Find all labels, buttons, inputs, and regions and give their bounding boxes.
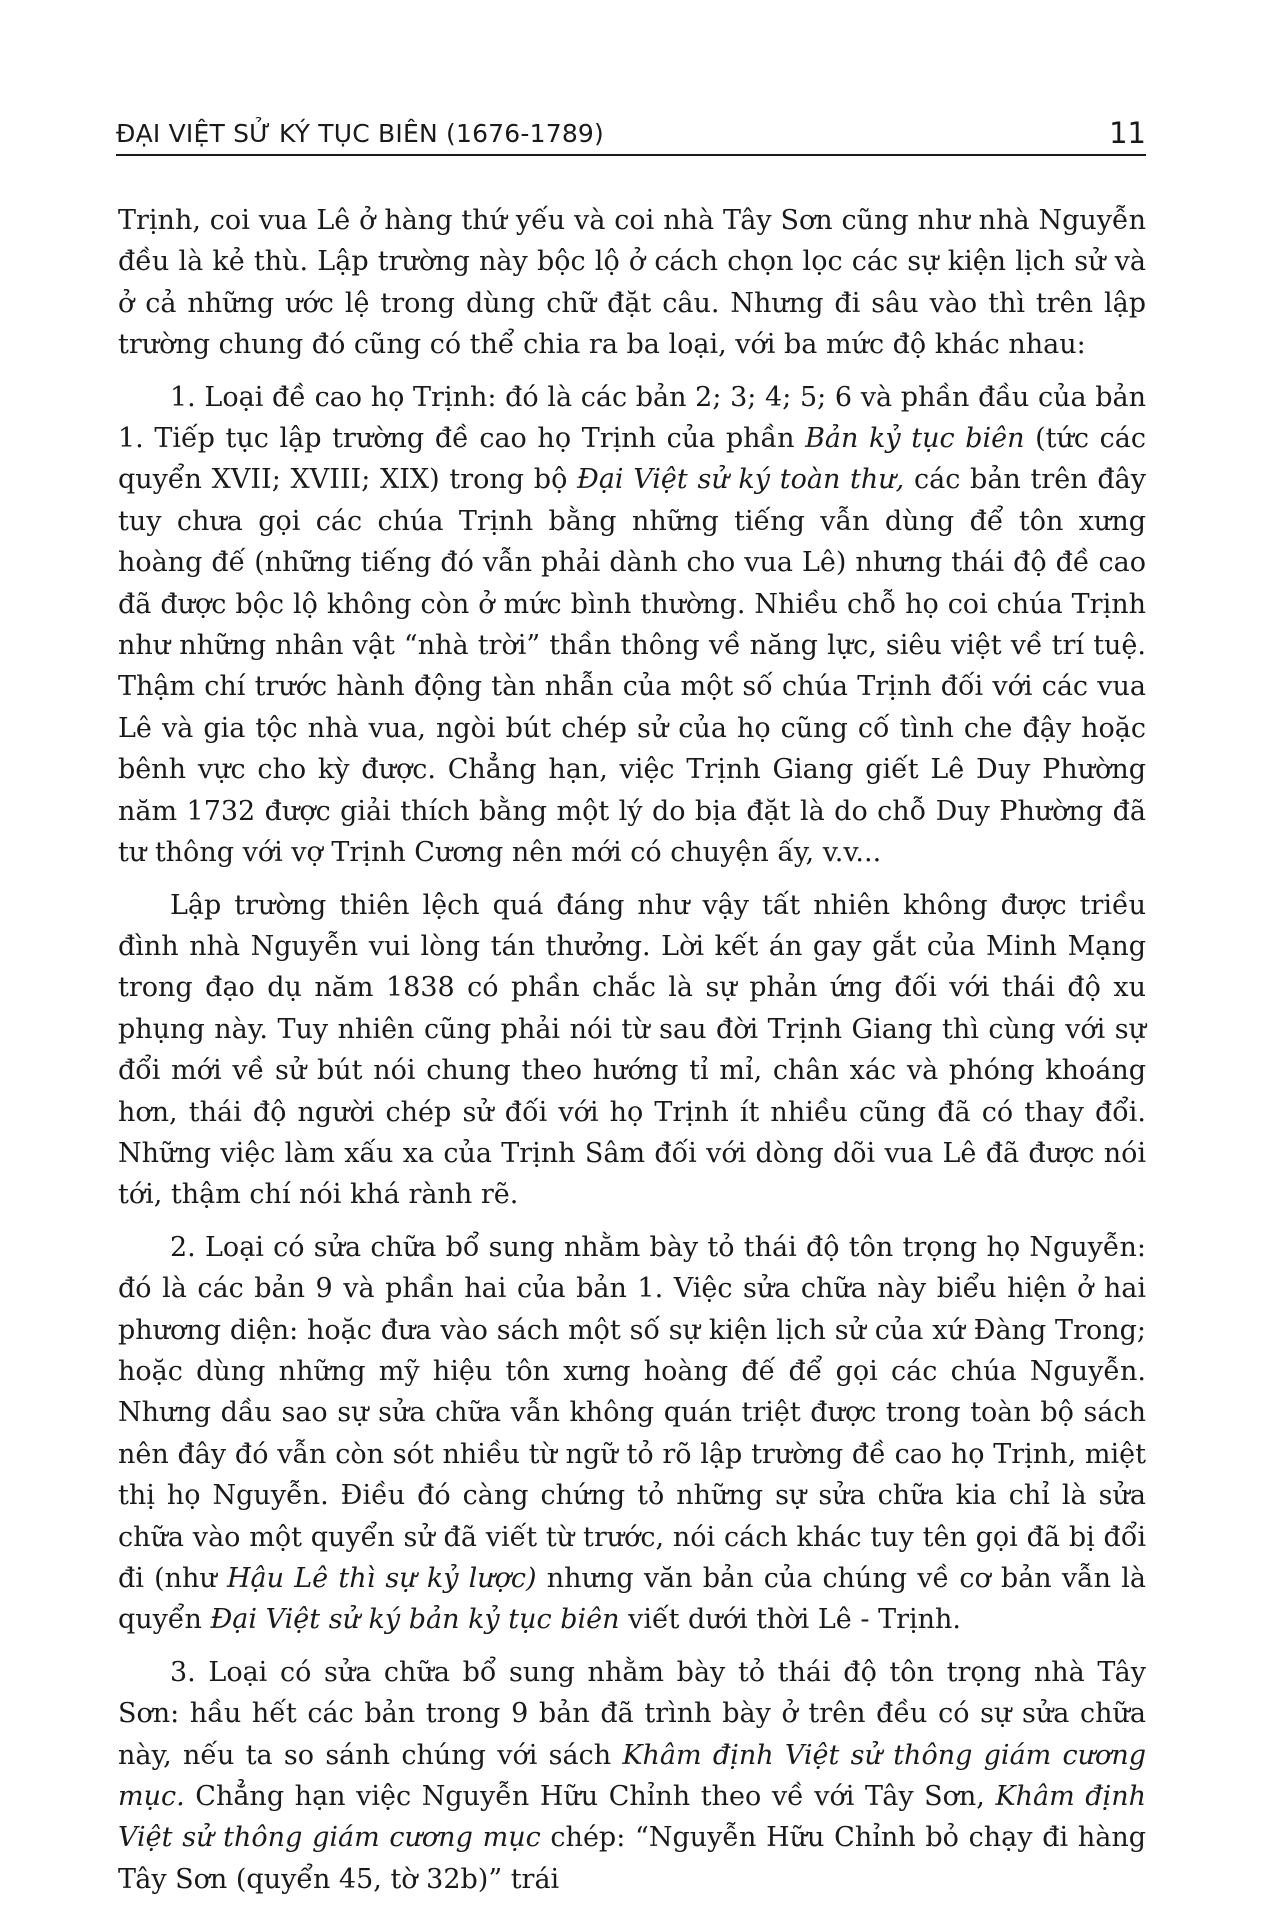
italic-title-text: Khâm định Việt sử thông giám cương mục	[118, 1781, 1147, 1854]
italic-title-text: Đại Việt sử ký bản kỷ tục biên	[210, 1604, 620, 1636]
text-run: nhưng văn bản của chúng về cơ bản vẫn là quyển	[118, 1563, 1146, 1636]
italic-title-text: Hậu Lê thì sự kỷ lược)	[227, 1563, 537, 1594]
text-run: chép: “Nguyễn Hữu Chỉnh bỏ chạy đi hàng Tây Sơn (quyển 45, tờ 32b)” trái	[118, 1822, 1146, 1895]
paragraph-2	[118, 377, 1146, 874]
body-text	[118, 200, 1146, 1911]
text-run: 1. Loại đề cao họ Trịnh: đó là các bản 2; 3; 4; 5; 6 và phần đầu của bản 1. Tiếp tục lập trường đề cao họ Trịnh của phần	[118, 381, 1146, 455]
text-run: 2. Loại có sửa chữa bổ sung nhằm bày tỏ thái độ tôn trọng họ Nguyễn: đó là các bản 9 và phần hai của bản 1. Việc sửa chữa này biểu hiện ở hai phương diện: hoặc đưa vào sách một số sự kiện lịch sử của xứ Đàng Trong; hoặc dùng những mỹ hiệu tôn xưng hoàng đế để gọi các chúa Nguyễn. Nhưng dầu sao sự sửa chữa vẫn không quán triệt được trong toàn bộ sách nên đây đó vẫn còn sót nhiều từ ngữ tỏ rõ lập trường đề cao họ Trịnh, miệt thị họ Nguyễn. Điều đó càng chứng tỏ những sự sửa chữa kia chỉ là sửa chữa vào một quyển sử đã viết từ trước, nói cách khác tuy tên gọi đã bị đổi đi (như	[118, 1231, 1146, 1594]
running-header	[116, 108, 1146, 156]
text-run: các bản trên đây tuy chưa gọi các chúa Trịnh bằng những tiếng vẫn dùng để tôn xưng hoàng đế (những tiếng đó vẫn phải dành cho vua Lê) nhưng thái độ đề cao đã được bộc lộ không còn ở mức bình thường. Nhiều chỗ họ coi chúa Trịnh như những nhân vật “nhà trời” thần thông về năng lực, siêu việt về trí tuệ. Thậm chí trước hành động tàn nhẫn của một số chúa Trịnh đối với các vua Lê và gia tộc nhà vua, ngòi bút chép sử của họ cũng cố tình che đậy hoặc bênh vực cho kỳ được. Chẳng hạn, việc Trịnh Giang giết Lê Duy Phường năm 1732 được giải thích bằng một lý do bịa đặt là do chỗ Duy Phường đã tư thông với vợ Trịnh Cương nên mới có chuyện ấy, v.v...	[118, 464, 1147, 869]
paragraph-4	[118, 1227, 1146, 1641]
header-title: ĐẠI VIỆT SỬ KÝ TỤC BIÊN (1676-1789)	[116, 119, 604, 148]
italic-title-text: Khâm định Việt sử thông giám cương mục.	[118, 1739, 1146, 1813]
page-number: 11	[1109, 116, 1146, 150]
text-run: Trịnh, coi vua Lê ở hàng thứ yếu và coi nhà Tây Sơn cũng như nhà Nguyễn đều là kẻ thù. Lập trường này bộc lộ ở cách chọn lọc các sự kiện lịch sử và ở cả những ước lệ trong dùng chữ đặt câu. Nhưng đi sâu vào thì trên lập trường chung đó cũng có thể chia ra ba loại, với ba mức độ khác nhau:	[118, 205, 1146, 361]
italic-title-text: Đại Việt sử ký toàn thư,	[577, 464, 905, 496]
paragraph-3	[118, 885, 1146, 1216]
italic-title-text: Bản kỷ tục biên	[805, 423, 1025, 455]
text-run: Lập trường thiên lệch quá đáng như vậy tất nhiên không được triều đình nhà Nguyễn vui lòng tán thưởng. Lời kết án gay gắt của Minh Mạng trong đạo dụ năm 1838 có phần chắc là sự phản ứng đối với thái độ xu phụng này. Tuy nhiên cũng phải nói từ sau đời Trịnh Giang thì cùng với sự đổi mới về sử bút nói chung theo hướng tỉ mỉ, chân xác và phóng khoáng hơn, thái độ người chép sử đối với họ Trịnh ít nhiều cũng đã có thay đổi. Những việc làm xấu xa của Trịnh Sâm đối với dòng dõi vua Lê đã được nói tới, thậm chí nói khá rành rẽ.	[118, 889, 1146, 1211]
text-run: 3. Loại có sửa chữa bổ sung nhằm bày tỏ thái độ tôn trọng nhà Tây Sơn: hầu hết các bản trong 9 bản đã trình bày ở trên đều có sự sửa chữa này, nếu ta so sánh chúng với sách	[118, 1656, 1146, 1771]
text-run: viết dưới thời Lê - Trịnh.	[619, 1604, 961, 1636]
paragraph-5	[118, 1652, 1146, 1900]
paragraph-1	[118, 200, 1146, 366]
text-run: Chẳng hạn việc Nguyễn Hữu Chỉnh theo về với Tây Sơn,	[184, 1781, 996, 1813]
text-run: (tức các quyển XVII; XVIII; XIX) trong bộ	[118, 423, 1146, 496]
